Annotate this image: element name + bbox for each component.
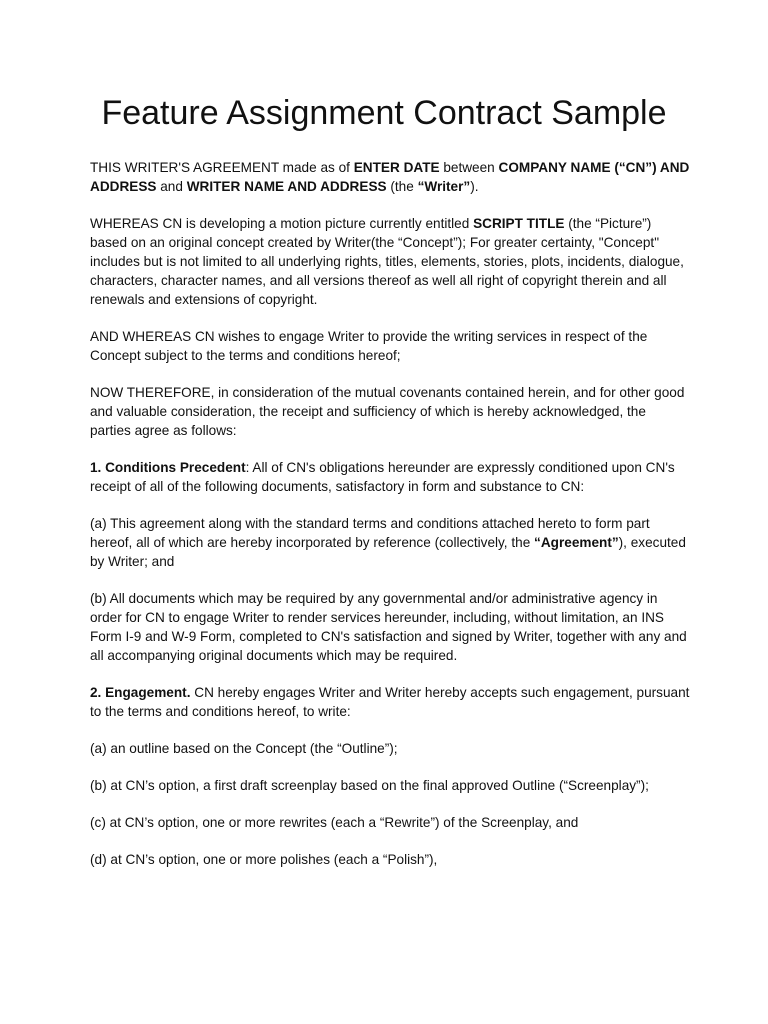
intro-text-1: THIS WRITER'S AGREEMENT made as of [90, 160, 354, 175]
section-2b-paragraph: (b) at CN’s option, a first draft screenplay based on the final approved Outline (“Screenplay”); [90, 778, 649, 793]
section-1-heading: 1. Conditions Precedent [90, 460, 246, 475]
section-2-heading: 2. Engagement. [90, 685, 191, 700]
section-1-text: : All of CN's obligations hereunder are expressly conditioned upon CN's receipt of all of the following documents, satisfactory in form and substance to CN: [90, 460, 675, 494]
intro-text-2: between [439, 160, 499, 175]
section-2-text: CN hereby engages Writer and Writer hereby accepts such engagement, pursuant to the terms and conditions hereof, to write: [90, 685, 690, 719]
script-title-placeholder: SCRIPT TITLE [473, 216, 565, 231]
section-1a-paragraph [90, 514, 690, 571]
section-1a-text-1: (a) This agreement along with the standard terms and conditions attached hereto to form part hereof, all of which are hereby incorporated by reference (collectively, the [90, 516, 650, 550]
writer-defined-term: “Writer” [417, 179, 471, 194]
intro-text-3: and [156, 179, 187, 194]
writer-name-placeholder: WRITER NAME AND ADDRESS [186, 179, 387, 194]
now-therefore-paragraph: NOW THEREFORE, in consideration of the mutual covenants contained herein, and for other good and valuable consideration, the receipt and sufficiency of which is hereby acknowledged, the parties agree as follows: [90, 385, 685, 438]
enter-date-placeholder: ENTER DATE [353, 160, 440, 175]
section-2a-paragraph: (a) an outline based on the Concept (the “Outline”); [90, 741, 398, 756]
section-1b-paragraph: (b) All documents which may be required by any governmental and/or administrative agency in order for CN to engage Writer to render services hereunder, including, without limitation, an INS Form I-9 and W-9 Form, completed to CN's satisfaction and signed by Writer, together with any and all accompanying original documents which may be required. [90, 591, 687, 663]
whereas-text-2: (the “Picture”) based on an original concept created by Writer(the “Concept”); For greater certainty, "Concept" includes but is not limited to all underlying rights, titles, elements, stories, plots, incidents, dialogue, characters, character names, and all versions thereof as well all right of copyright therein and all renewals and extensions of copyright. [90, 216, 684, 307]
document-title: Feature Assignment Contract Sample [101, 94, 667, 132]
whereas-paragraph [90, 214, 690, 309]
whereas-text-1: WHEREAS CN is developing a motion picture currently entitled [90, 216, 474, 231]
intro-text-5: ). [470, 179, 479, 194]
intro-paragraph [90, 158, 690, 196]
section-2-paragraph [90, 683, 690, 721]
and-whereas-paragraph: AND WHEREAS CN wishes to engage Writer to provide the writing services in respect of the Concept subject to the terms and conditions hereof; [90, 329, 648, 363]
document-body [90, 158, 690, 887]
section-2d-paragraph: (d) at CN’s option, one or more polishes (each a “Polish”), [90, 852, 438, 867]
section-2c-paragraph: (c) at CN’s option, one or more rewrites (each a “Rewrite”) of the Screenplay, and [90, 815, 579, 830]
agreement-defined-term: “Agreement” [534, 535, 619, 550]
section-1-paragraph [90, 458, 690, 496]
company-name-placeholder: COMPANY NAME (“CN”) AND ADDRESS [90, 160, 690, 194]
section-1a-text-2: ), executed by Writer; and [90, 535, 686, 569]
intro-text-4: (the [386, 179, 418, 194]
